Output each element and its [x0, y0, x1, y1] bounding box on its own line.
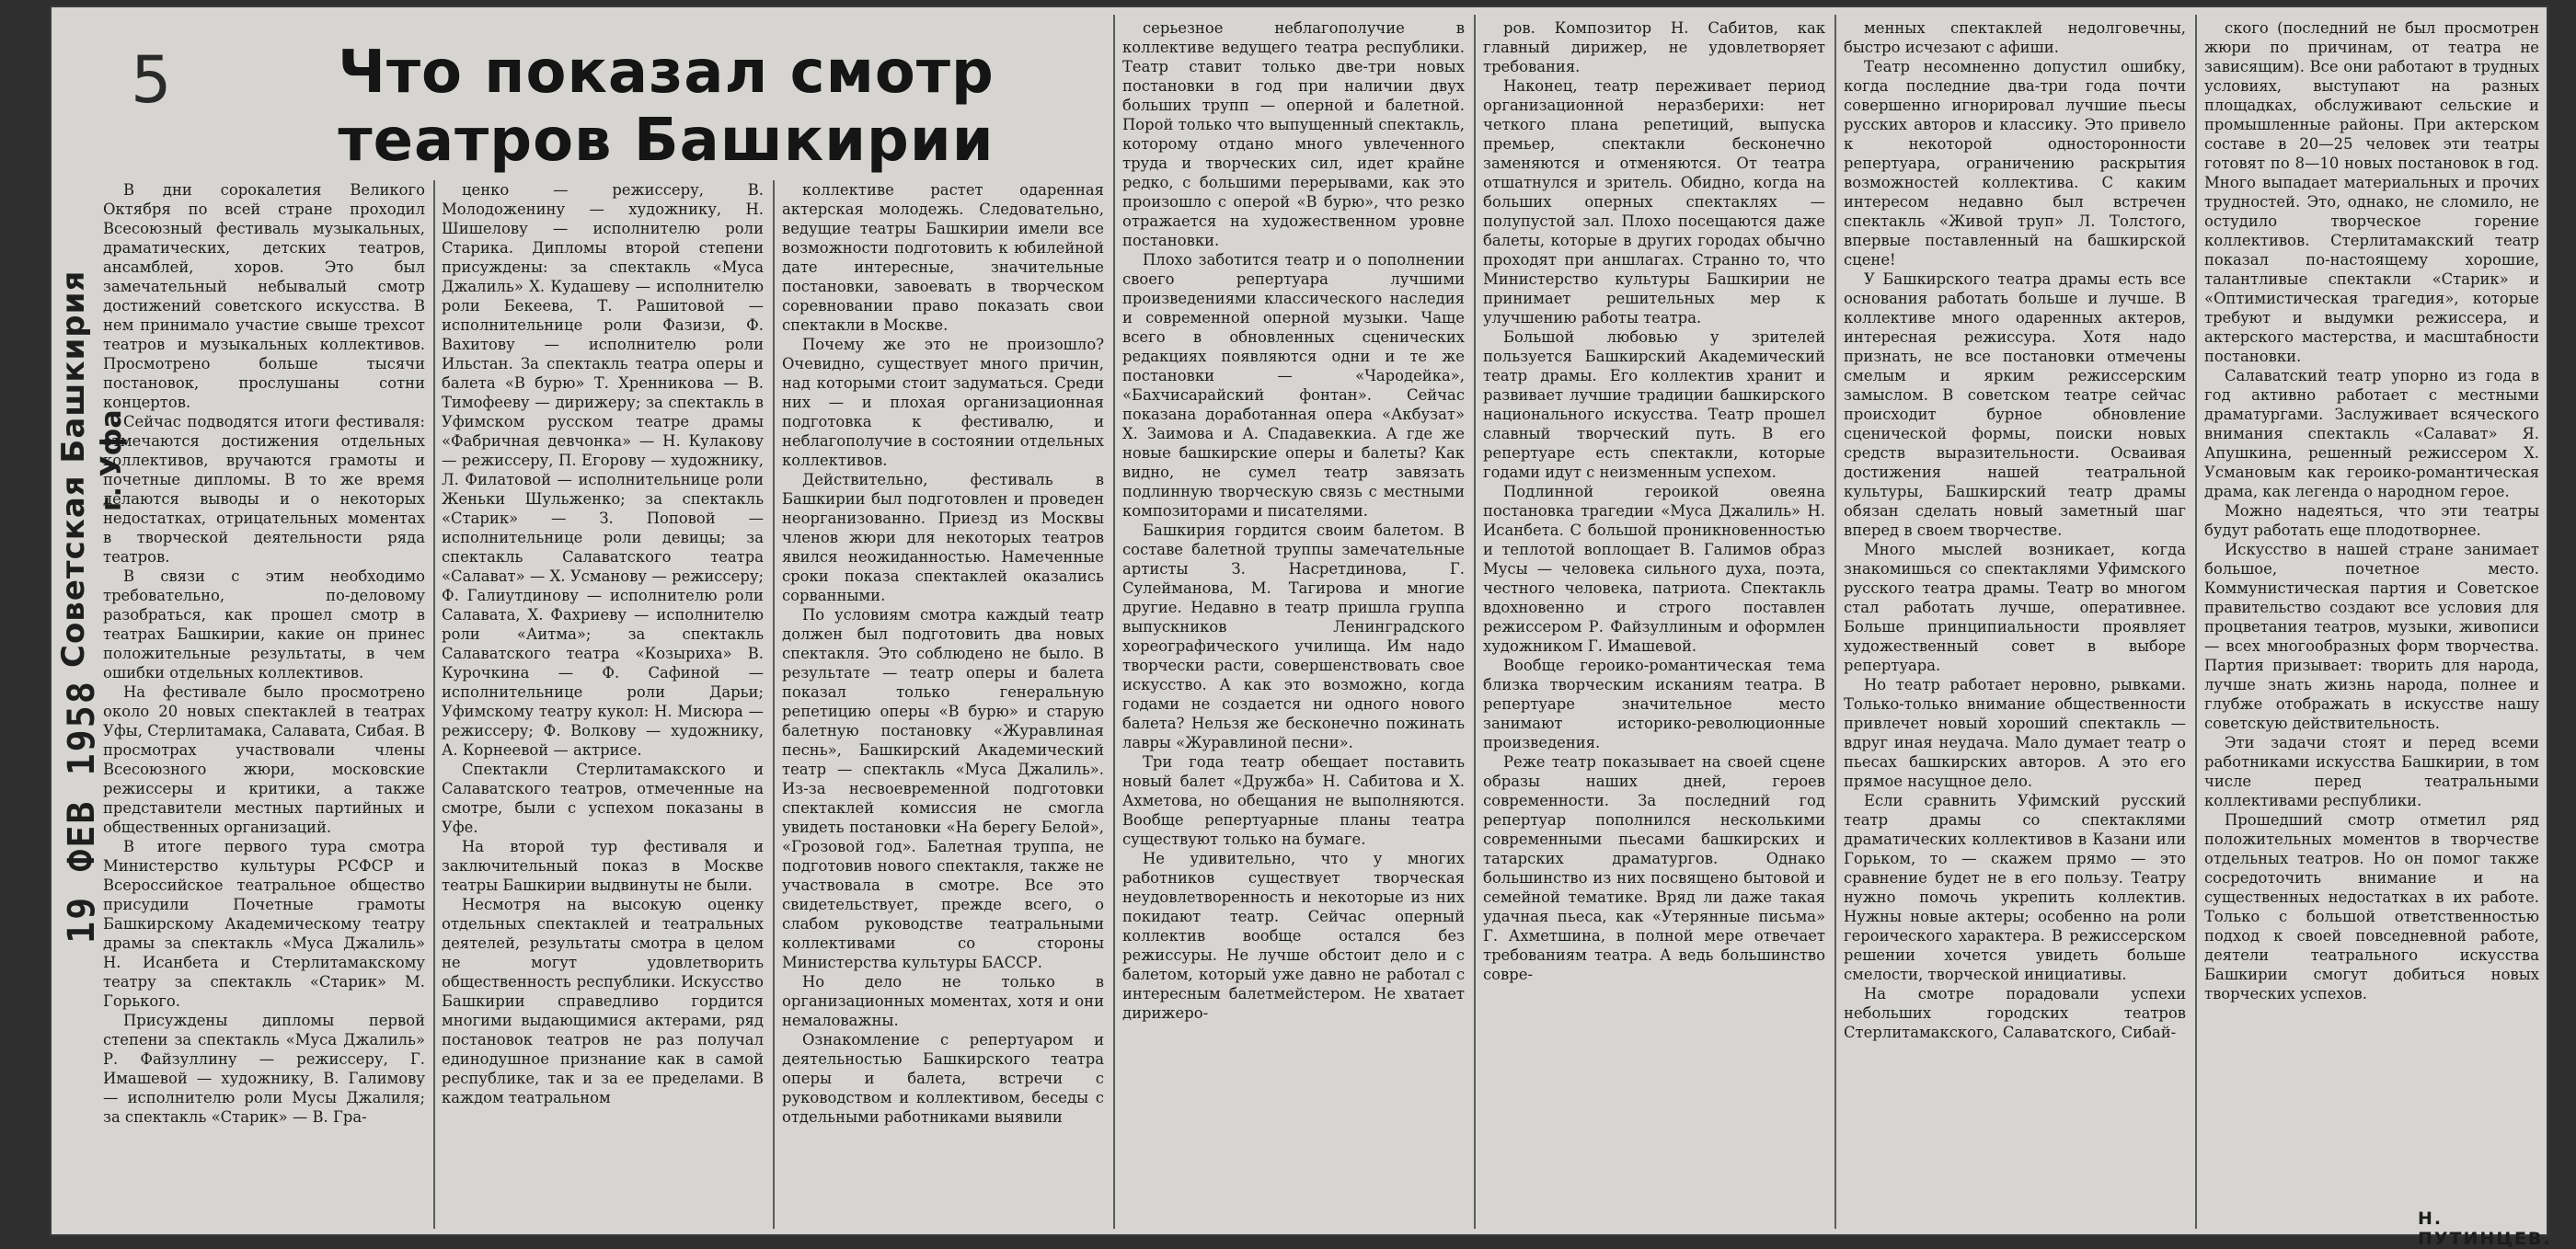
paragraph: коллективе растет одаренная актерская молодежь. Следовательно, ведущие театры Башкирии имели все возможности подготовить к юбилейной дате интересные, значительные постановки, завоевать в творческом соревновании право показать свои спектакли в Москве. — [782, 181, 1104, 334]
newspaper-city: г. Уфа — [96, 409, 128, 511]
article-headline — [280, 39, 1052, 175]
paragraph: Салаватский театр упорно из года в год активно работает с местными драматургами. Заслуживает всяческого внимания спектакль «Салават» Я. Апушкина, решенный режиссером Х. Усмановым как героико-романтическая драма, как легенда о народном герое. — [2204, 367, 2539, 500]
paragraph: На второй тур фестиваля и заключительный показ в Москве театры Башкирии выдвинуты не были. — [442, 838, 764, 894]
paragraph: Ознакомление с репертуаром и деятельностью Башкирского театра оперы и балета, встречи с руководством и коллективом, беседы с отдельными работниками выявили — [782, 1031, 1104, 1126]
article-column-3 — [782, 180, 1104, 1229]
column-rule — [773, 180, 775, 1229]
paragraph: В связи с этим необходимо требовательно, по-деловому разобраться, как прошел смотр в театрах Башкирии, какие он принес положительные результаты, в чем ошибки отдельных коллективов. — [103, 567, 425, 682]
paragraph: Не удивительно, что у многих работников существует творческая неудовлетворенность и некоторые из них покидают театр. Сейчас оперный коллектив вообще остался без режиссуры. Не лучше обстоит дело и с балетом, который уже давно не работал с интересным балетмейстером. Не хватает дирижеро- — [1122, 850, 1465, 1022]
paragraph: Сейчас подводятся итоги фестиваля: отмечаются достижения отдельных коллективов, вручаются грамоты и почетные дипломы. В то же время делаются выводы и о некоторых недостатках, отрицательных моментах в творческой деятельности ряда театров. — [103, 413, 425, 566]
paragraph: Башкирия гордится своим балетом. В составе балетной труппы замечательные артисты З. Насретдинова, Г. Сулейманова, М. Тагирова и многие другие. Недавно в театр пришла группа выпускников Ленинградского хореографического училища. Им надо творчески расти, совершенствовать свое искусство. А как это возможно, когда годами не создается ни одного нового балета? Нельзя же бесконечно пожинать лавры «Журавлиной песни». — [1122, 521, 1465, 751]
headline-line-2: театров Башкирии — [338, 107, 995, 175]
column-rule — [1474, 15, 1476, 1229]
column-rule — [1113, 15, 1115, 1229]
paragraph: У Башкирского театра драмы есть все основания работать больше и лучше. В коллективе много одаренных актеров, интересная режиссура. Хотя надо признать, не все постановки отмечены смелым и ярким режиссерским замыслом. В советском театре сейчас происходит бурное обновление сценической формы, поиски новых средств выразительности. Осваивая достижения нашей театральной культуры, Башкирский театр драмы обязан сделать новый заметный шаг вперед в своем творчестве. — [1844, 270, 2186, 539]
article-column-4 — [1122, 18, 1465, 1229]
paragraph: На смотре порадовали успехи небольших городских театров Стерлитамакского, Салаватского, Сибай- — [1844, 985, 2186, 1041]
paragraph: Вообще героико-романтическая тема близка творческим исканиям театра. В репертуаре значительное место занимают историко-революционные произведения. — [1483, 657, 1825, 751]
article-column-5 — [1483, 18, 1825, 1229]
paragraph: В итоге первого тура смотра Министерство культуры РСФСР и Всероссийское театральное общество присудили Почетные грамоты Башкирскому Академическому театру драмы за спектакль «Муса Джалиль» Н. Исанбета и Стерлитамакскому театру за спектакль «Старик» М. Горького. — [103, 838, 425, 1010]
paragraph: Три года театр обещает поставить новый балет «Дружба» Н. Сабитова и Х. Ахметова, но обещания не выполняются. Вообще репертуарные планы театра существуют только на бумаге. — [1122, 753, 1465, 848]
paragraph: Спектакли Стерлитамакского и Салаватского театров, отмеченные на смотре, были с успехом показаны в Уфе. — [442, 761, 764, 836]
column-rule — [1834, 15, 1836, 1229]
headline-line-1: Что показал смотр — [338, 39, 995, 107]
paragraph: Можно надеяться, что эти театры будут работать еще плодотворнее. — [2204, 502, 2539, 539]
newspaper-name: Советская Башкирия — [55, 269, 92, 668]
paragraph: Подлинной героикой овеяна постановка трагедии «Муса Джалиль» Н. Исанбета. С большой проникновенностью и теплотой воплощает В. Галимов образ Мусы — человека сильного духа, поэта, честного человека, патриота. Спектакль вдохновенно и строго поставлен режиссером Р. Файзуллиным и оформлен художником Г. Имашевой. — [1483, 483, 1825, 655]
article-column-6 — [1844, 18, 2186, 1229]
paragraph: Но дело не только в организационных моментах, хотя и они немаловажны. — [782, 973, 1104, 1029]
paragraph: ценко — режиссеру, В. Молодоженину — художнику, Н. Шишелову — исполнителю роли Старика. Дипломы второй степени присуждены: за спектакль «Муса Джалиль» Х. Кудашеву — исполнителю роли Бекеева, Т. Рашитовой — исполнительнице роли Фазизи, Ф. Вахитову — исполнителю роли Ильстан. За спектакль театра оперы и балета «В бурю» Т. Хренникова — В. Тимофееву — дирижеру; за спектакль в Уфимском русском театре драмы «Фабричная девчонка» — Н. Кулакову — режиссеру, П. Егорову — художнику, Л. Филатовой — исполнительнице роли Женьки Шульженко; за спектакль «Старик» — З. Поповой — исполнительнице роли девицы; за спектакль Салаватского театра «Салават» — Х. Усманову — режиссеру; Ф. Галиутдинову — исполнителю роли Салавата, Х. Фахриеву — исполнителю роли «Аитма»; за спектакль Салаватского театра «Козыриха» В. Курочкина — Ф. Сафиной — исполнительнице роли Дарьи; Уфимскому театру кукол: Н. Мисюра — режиссеру; Ф. Волкову — художнику, А. Корнеевой — актрисе. — [442, 181, 764, 759]
paragraph: Несмотря на высокую оценку отдельных спектаклей и театральных деятелей, результаты смотра в целом не могут удовлетворить общественность республики. Искусство Башкирии справедливо гордится многими выдающимися актерами, ряд постановок театров не раз получал единодушное признание как в самой республике, так и за ее пределами. В каждом театральном — [442, 896, 764, 1106]
paragraph: Действительно, фестиваль в Башкирии был подготовлен и проведен неорганизованно. Приезд из Москвы членов жюри для некоторых театров явился неожиданностью. Намеченные сроки показа спектаклей оказались сорванными. — [782, 471, 1104, 604]
paragraph: ров. Композитор Н. Сабитов, как главный дирижер, не удовлетворяет требования. — [1483, 19, 1825, 75]
paragraph: Присуждены дипломы первой степени за спектакль «Муса Джалиль» Р. Файзуллину — режиссеру, Г. Имашевой — художнику, В. Галимову — исполнителю роли Мусы Джалиля; за спектакль «Старик» — В. Гра- — [103, 1012, 425, 1126]
article-column-7 — [2204, 18, 2539, 1205]
paragraph: В дни сорокалетия Великого Октября по всей стране проходил Всесоюзный фестиваль музыкальных, драматических, детских театров, ансамблей, хоров. Это был замечательный небывалый смотр достижений советского искусства. В нем принимало участие свыше трехсот театров и музыкальных коллективов. Просмотрено больше тысячи постановок, прослушаны сотни концертов. — [103, 181, 425, 411]
paragraph: Искусство в нашей стране занимает большое, почетное место. Коммунистическая партия и Советское правительство создают все условия для процветания театров, музыки, живописи — всех многообразных форм творчества. Партия призывает: творить для народа, лучше знать жизнь народа, полнее и глубже отображать в искусстве нашу советскую действительность. — [2204, 541, 2539, 732]
article-column-1 — [103, 180, 425, 1229]
paragraph: менных спектаклей недолговечны, быстро исчезают с афиши. — [1844, 19, 2186, 56]
handwritten-mark: 5 — [131, 42, 172, 118]
date-stamp: 19 ФЕВ 1958 — [61, 680, 103, 944]
paragraph: Если сравнить Уфимский русский театр драмы со спектаклями драматических коллективов в Казани или Горьком, то — скажем прямо — это сравнение будет не в его пользу. Театру нужно помочь укрепить коллектив. Нужны новые актеры; особенно на роли героического характера. В режиссерском решении хочется увидеть больше смелости, творческой инициативы. — [1844, 792, 2186, 983]
paragraph: Реже театр показывает на своей сцене образы наших дней, героев современности. За последний год репертуар пополнился несколькими современными пьесами башкирских и татарских драматургов. Однако большинство из них посвящено бытовой и семейной тематике. Вряд ли даже такая удачная пьеса, как «Утерянные письма» Г. Ахметшина, в полной мере отвечает требованиям театра. А ведь большинство совре- — [1483, 753, 1825, 983]
column-rule — [2195, 15, 2197, 1229]
paragraph: серьезное неблагополучие в коллективе ведущего театра республики. Театр ставит только две-три новых постановки в год при наличии двух больших трупп — оперной и балетной. Порой только что выпущенный спектакль, которому отдано много увлеченного труда и творческих сил, идет крайне редко, с большими перерывами, как это произошло с оперой «В бурю», что резко отражается на художественном уровне постановки. — [1122, 19, 1465, 249]
paragraph: По условиям смотра каждый театр должен был подготовить два новых спектакля. Это соблюдено не было. В результате — театр оперы и балета показал только генеральную репетицию оперы «В бурю» и старую балетную постановку «Журавлиная песнь», Башкирский Академический театр — спектакль «Муса Джалиль». Из-за несвоевременной подготовки спектаклей комиссия не смогла увидеть постановки «На берегу Белой», «Грозовой год». Балетная труппа, не подготовив нового спектакля, также не участвовала в смотре. Все это свидетельствует, прежде всего, о слабом руководстве театральными коллективами со стороны Министерства культуры БАССР. — [782, 606, 1104, 971]
paragraph: На фестивале было просмотрено около 20 новых спектаклей в театрах Уфы, Стерлитамака, Салавата, Сибая. В просмотрах участвовали члены Всесоюзного жюри, московские режиссеры и критики, а также представители местных партийных и общественных организаций. — [103, 683, 425, 836]
newspaper-clipping — [50, 6, 2552, 1249]
article-column-2 — [442, 180, 764, 1229]
paragraph: Но театр работает неровно, рывками. Только-только внимание общественности привлечет новый хороший спектакль — вдруг иная неудача. Мало думает театр о пьесах башкирских авторов. А это его прямое насущное дело. — [1844, 676, 2186, 790]
paragraph: Плохо заботится театр и о пополнении своего репертуара лучшими произведениями классического наследия и современной оперной музыки. Чаще всего в обновленных сценических редакциях появляются одни и те же постановки — «Чародейка», «Бахчисарайский фонтан». Сейчас показана доработанная опера «Акбузат» Х. Заимова и А. Спадавеккиа. А где же новые башкирские оперы и балеты? Как видно, не сумел театр завязать подлинную творческую связь с местными композиторами и писателями. — [1122, 251, 1465, 520]
paragraph: Театр несомненно допустил ошибку, когда последние два-три года почти совершенно игнорировал лучшие пьесы русских авторов и классику. Это привело к некоторой односторонности репертуара, ограничению раскрытия возможностей коллектива. С каким интересом недавно был встречен спектакль «Живой труп» Л. Толстого, впервые поставленный на башкирской сцене! — [1844, 58, 2186, 269]
paragraph: Прошедший смотр отметил ряд положительных моментов в творчестве отдельных театров. Но он помог также сосредоточить внимание и на существенных недостатках в их работе. Только с большой ответственностью подход к своей повседневной работе, деятели театрального искусства Башкирии смогут добиться новых творческих успехов. — [2204, 811, 2539, 1003]
paragraph: ского (последний не был просмотрен жюри по причинам, от театра не зависящим). Все они работают в трудных условиях, выступают на разных площадках, обслуживают сельские и промышленные районы. При актерском составе в 20—25 человек эти театры готовят по 8—10 новых постановок в год. Много выпадает материальных и прочих трудностей. Это, однако, не сломило, не остудило творческое горение коллективов. Стерлитамакский театр показал по-настоящему хорошие, талантливые спектакли «Старик» и «Оптимистическая трагедия», которые требуют и выдумки режиссера, и актерского мастерства, и масштабности постановки. — [2204, 19, 2539, 365]
paragraph: Эти задачи стоят и перед всеми работниками искусства Башкирии, в том числе перед театральными коллективами республики. — [2204, 734, 2539, 809]
paragraph: Почему же это не произошло? Очевидно, существует много причин, над которыми стоит задуматься. Среди них — и плохая организационная подготовка к фестивалю, и неблагополучие в состоянии отдельных коллективов. — [782, 336, 1104, 469]
paragraph: Много мыслей возникает, когда знакомишься со спектаклями Уфимского русского театра драмы. Театр во многом стал работать лучше, оперативнее. Больше принципиальности проявляет художественный совет в выборе репертуара. — [1844, 541, 2186, 674]
column-rule — [433, 180, 435, 1229]
paragraph: Наконец, театр переживает период организационной неразберихи: нет четкого плана репетиций, выпуска премьер, спектакли бесконечно заменяются и отменяются. От театра отшатнулся и зритель. Обидно, когда на больших оперных спектаклях — полупустой зал. Плохо посещаются даже балеты, которые в других городах обычно проходят при аншлагах. Странно то, что Министерство культуры Башкирии не принимает решительных мер к улучшению работы театра. — [1483, 77, 1825, 327]
paragraph: Большой любовью у зрителей пользуется Башкирский Академический театр драмы. Его коллектив хранит и развивает лучшие традиции башкирского национального искусства. Театр прошел славный творческий путь. В его репертуаре есть спектакли, которые годами идут с неизменным успехом. — [1483, 328, 1825, 481]
author-signature: Н. ПУТИНЦЕВ. — [2418, 1209, 2552, 1249]
